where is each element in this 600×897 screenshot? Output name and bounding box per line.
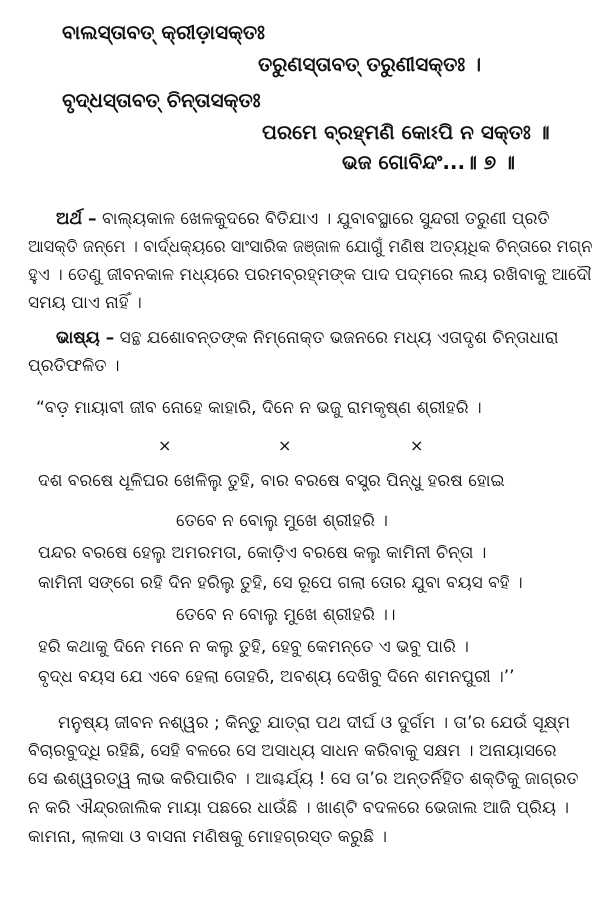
- commentary-line-1: [56, 326, 558, 350]
- commentary-text-1: ସନ୍ଥ ଯଶୋବନ୍ତଙ୍କ ନିମ୍ନୋକ୍ତ ଭଜନରେ ମଧ୍ୟ ଏତାଦୃଶ ଚିନ୍ତାଧାରା: [119, 328, 559, 348]
- meaning-line-1: [56, 207, 550, 231]
- meaning-text-1: ବାଲ୍ୟକାଳ ଖେଳକୁଦରେ ବିତିଯାଏ । ଯୁବାବସ୍ଥାରେ ସୁନ୍ଦରୀ ତରୁଣୀ ପ୍ରତି: [101, 209, 550, 229]
- verse-line-3: ବୃଦ୍ଧସ୍ତାବତ୍ ଚିନ୍ତାସକ୍ତଃ: [62, 88, 261, 112]
- verse-line-5: ଭଜ ଗୋବିନ୍ଦଂ...॥ ୭ ॥: [342, 150, 515, 174]
- verse-line-1: ବାଲସ୍ତାବତ୍ କ୍ରୀଡ଼ାସକ୍ତଃ: [62, 20, 265, 44]
- bhajan-line-1: “ବଡ଼ ମାୟାବୀ ଜୀବ ନୋହେ କାହାରି, ଦିନେ ନ ଭଜୁ ରାମକୃଷ୍ଣ ଶ୍ରୀହରି ।: [36, 398, 482, 418]
- closing-line-4: ନ କରି ଐନ୍ଦ୍ରଜାଲିକ ମାୟା ପଛରେ ଧାଉଁଛି । ଖାଣ୍ଟି ବଦଳରେ ଭେଜାଲ ଆଜି ପ୍ରିୟ ।: [28, 798, 570, 818]
- bhajan-line-3: ତେବେ ନ ବୋଲୁ ମୁଖେ ଶ୍ରୀହରି ।: [176, 511, 388, 531]
- verse-line-4: ପରମେ ବ୍ରହ୍ମଣି କୋଽପି ନ ସକ୍ତଃ ॥: [262, 120, 550, 144]
- closing-line-5: କାମନା, ଲାଳସା ଓ ବାସନା ମଣିଷକୁ ମୋହଗ୍ରସ୍ତ କରୁଛି ।: [28, 827, 388, 847]
- bhajan-line-6: ତେବେ ନ ବୋଲୁ ମୁଖେ ଶ୍ରୀହରି ।।: [176, 605, 396, 625]
- bhajan-line-4: ପନ୍ଦର ବରଷେ ହେଲୁ ଅମରମତା, କୋଡ଼ିଏ ବରଷେ କଲୁ କାମିନୀ ଚିନ୍ତା ।: [38, 543, 487, 563]
- separator-mark-1: ×: [158, 436, 172, 455]
- bhajan-line-5: କାମିନୀ ସଙ୍ଗେ ରହି ଦିନ ହରିଲୁ ତୁହି, ସେ ରୂପେ ଗଲା ତୋର ଯୁବା ବୟସ ବହି ।: [38, 573, 523, 593]
- verse-line-2: ତରୁଣସ୍ତାବତ୍ ତରୁଣୀସକ୍ତଃ ।: [258, 52, 482, 76]
- separator-mark-3: ×: [410, 436, 424, 455]
- closing-line-1: ମନୁଷ୍ୟ ଜୀବନ ନଶ୍ୱର ; କିନ୍ତୁ ଯାତ୍ରା ପଥ ଦୀର୍ଘ ଓ ଦୁର୍ଗମ । ତା’ର ଯେଉଁ ସୂକ୍ଷ୍ମ: [58, 713, 571, 733]
- bhajan-line-8: ବୃଦ୍ଧ ବୟସ ଯେ ଏବେ ହେଲା ତୋହରି, ଅବଶ୍ୟ ଦେଖିବୁ ଦିନେ ଶମନପୁରୀ ।’’: [38, 667, 515, 687]
- bhajan-line-2: ଦଶ ବରଷେ ଧୂଳିଘର ଖେଳିଲୁ ତୁହି, ବାର ବରଷେ ବସ୍ତ୍ର ପିନ୍ଧୁ ହରଷ ହୋଇ: [38, 471, 505, 491]
- separator-mark-2: ×: [278, 436, 292, 455]
- commentary-label: ଭାଷ୍ୟ –: [56, 328, 115, 348]
- closing-line-3: ସେ ଈଶ୍ୱରତ୍ୱ ଲାଭ କରିପାରିବ । ଆଶ୍ଚର୍ଯ୍ୟ ! ସେ ତା’ର ଅନ୍ତର୍ନିହିତ ଶକ୍ତିକୁ ଜାଗ୍ରତ: [28, 769, 579, 789]
- meaning-line-3: ହୁଏ । ତେଣୁ ଜୀବନକାଳ ମଧ୍ୟରେ ପରମବ୍ରହ୍ମଙ୍କ ପାଦ ପଦ୍ମରେ ଲୟ ରଖିବାକୁ ଆଦୌ: [28, 265, 592, 285]
- meaning-line-4: ସମୟ ପାଏ ନାହିଁ ।: [28, 293, 142, 313]
- closing-line-2: ବିଚାରବୁଦ୍ଧି ରହିଛି, ସେହି ବଳରେ ସେ ଅସାଧ୍ୟ ସାଧନ କରିବାକୁ ସକ୍ଷମ । ଅନାୟାସରେ: [28, 741, 557, 761]
- meaning-line-2: ଆସକ୍ତି ଜନ୍ମେ । ବାର୍ଦ୍ଧକ୍ୟରେ ସାଂସାରିକ ଜଞ୍ଜାଳ ଯୋଗୁଁ ମଣିଷ ଅତ୍ୟଧିକ ଚିନ୍ତାରେ ମଗ୍ନ: [28, 237, 593, 257]
- bhajan-line-7: ହରି କଥାକୁ ଦିନେ ମନେ ନ କଲୁ ତୁହି, ହେବୁ କେମନ୍ତେ ଏ ଭବୁ ପାରି ।: [38, 637, 469, 657]
- commentary-line-2: ପ୍ରତିଫଳିତ ।: [28, 356, 120, 376]
- meaning-label: ଅର୍ଥ –: [56, 209, 97, 229]
